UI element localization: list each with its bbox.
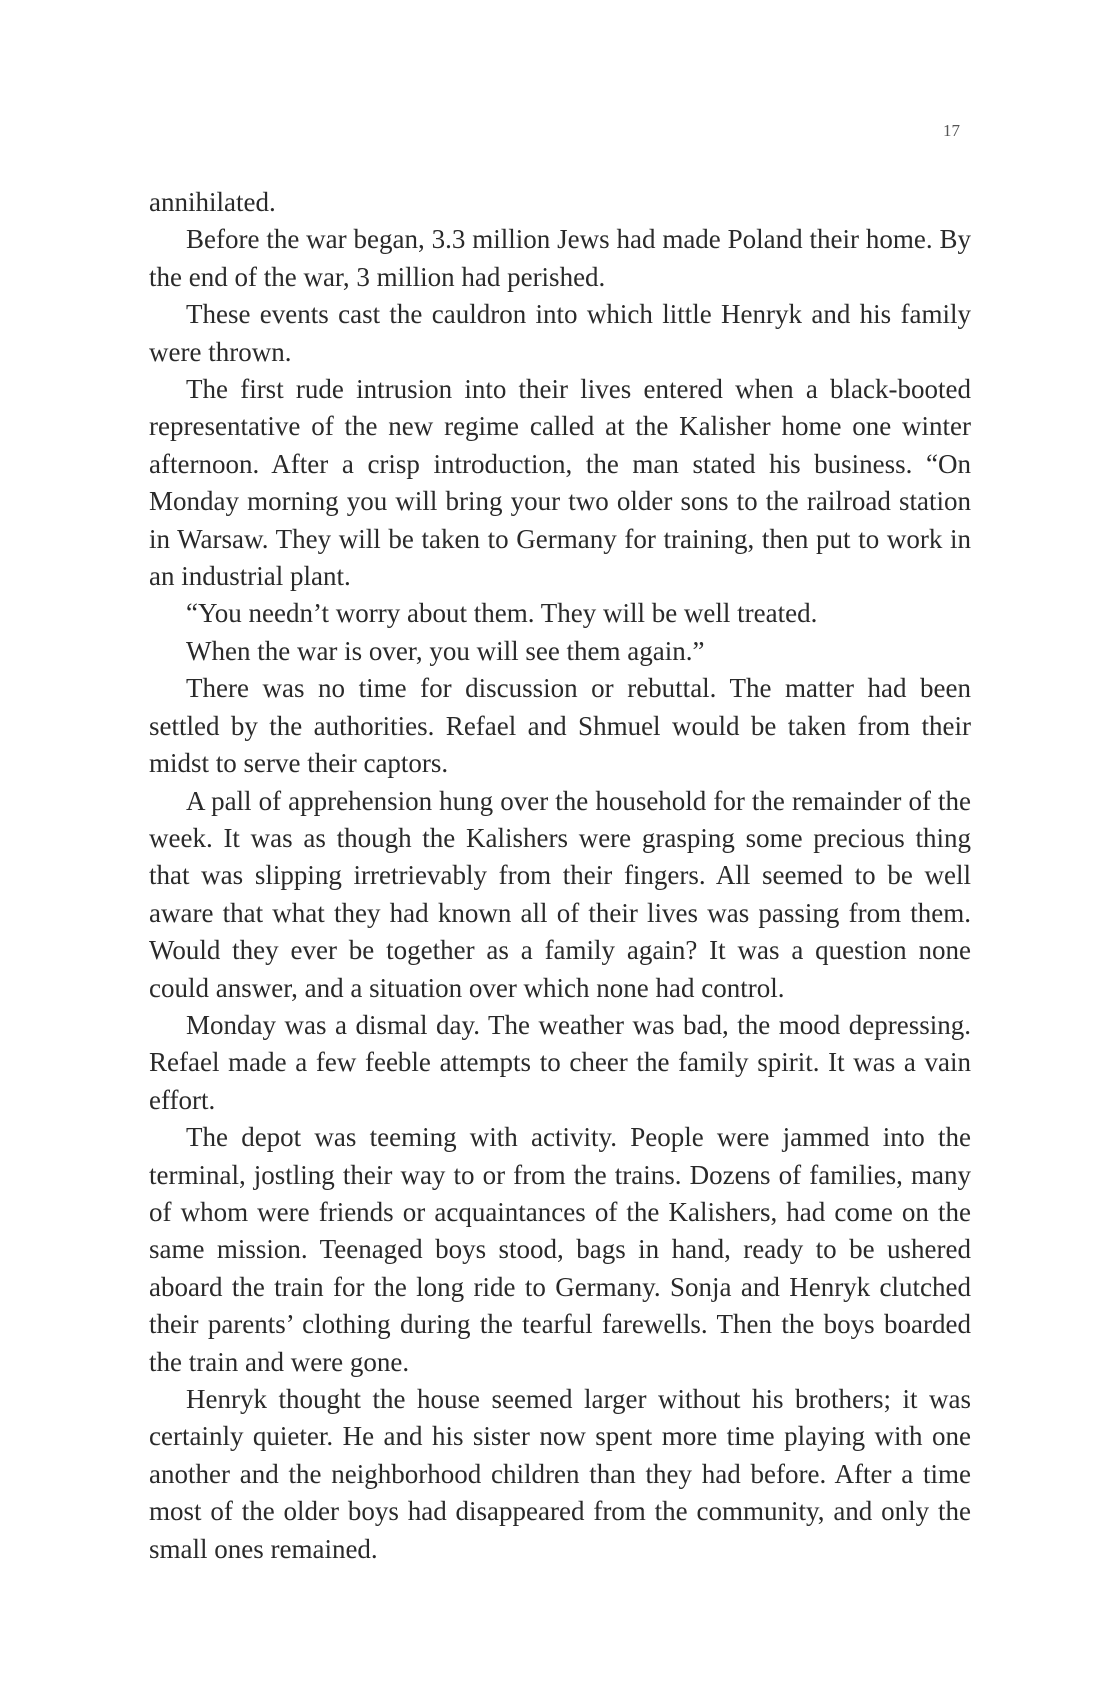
paragraph: Before the war began, 3.3 million Jews had made Poland their home. By the end of the war, 3 million had perished. — [149, 224, 971, 292]
paragraph: Monday was a dismal day. The weather was bad, the mood depressing. Refael made a few feeble attempts to cheer the family spirit. It was a vain effort. — [149, 1009, 971, 1115]
paragraph: When the war is over, you will see them again.” — [186, 635, 705, 666]
paragraph: The depot was teeming with activity. People were jammed into the terminal, jostling their way to or from the trains. Dozens of families, many of whom were friends or acquaintances of the Kalishers, had come on the same mission. Teenaged boys stood, bags in hand, ready to be ushered aboard the train for the long ride to Germany. Sonja and Henryk clutched their parents’ clothing during the tearful farewells. Then the boys boarded the train and were gone. — [149, 1122, 971, 1377]
paragraph: annihilated. — [149, 187, 276, 217]
paragraph: “You needn’t worry about them. They will be well treated. — [186, 598, 818, 629]
paragraph: The first rude intrusion into their lives entered when a black-booted representative of the new regime called at the Kalisher home one winter afternoon. After a crisp introduction, the man stated his business. “On Monday morning you will bring your two older sons to the railroad station in Warsaw. They will be taken to Germany for training, then put to work in an industrial plant. — [149, 374, 971, 592]
body-text — [149, 184, 971, 1568]
page-number: 17 — [943, 121, 960, 140]
paragraph: These events cast the cauldron into which little Henryk and his family were thrown. — [149, 299, 971, 367]
paragraph: Henryk thought the house seemed larger without his brothers; it was certainly quieter. He and his sister now spent more time playing with one another and the neighborhood children than they had before. After a time most of the older boys had disappeared from the community, and only the small ones remained. — [149, 1384, 971, 1564]
paragraph: A pall of apprehension hung over the household for the remainder of the week. It was as though the Kalishers were grasping some precious thing that was slipping irretrievably from their fingers. All seemed to be well aware that what they had known all of their lives was passing from them. Would they ever be together as a family again? It was a question none could answer, and a situation over which none had control. — [149, 785, 971, 1003]
paragraph: There was no time for discussion or rebuttal. The matter had been settled by the authorities. Refael and Shmuel would be taken from their midst to serve their captors. — [149, 673, 971, 779]
